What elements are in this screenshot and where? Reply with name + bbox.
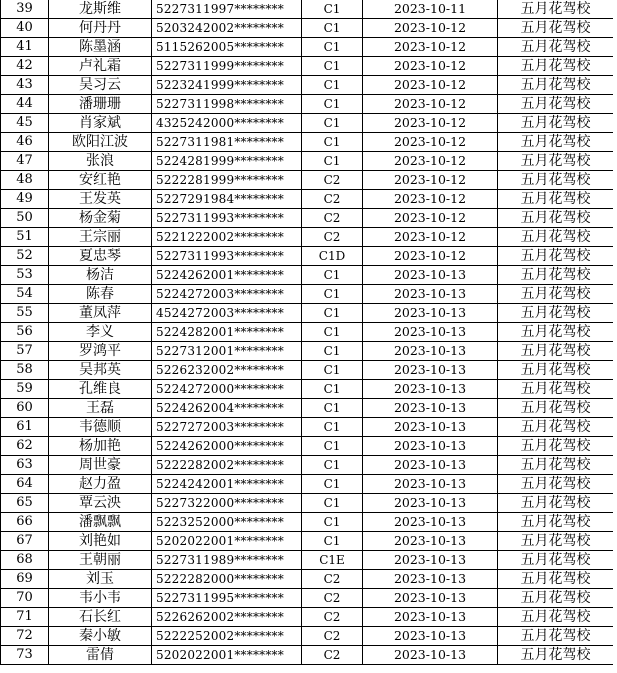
school-cell[interactable]: 五月花驾校 <box>498 627 614 646</box>
table-row <box>1 532 614 551</box>
license-type-cell[interactable]: C1 <box>302 342 363 361</box>
license-type-cell[interactable]: C1E <box>302 551 363 570</box>
school-cell[interactable]: 五月花驾校 <box>498 456 614 475</box>
school-cell[interactable]: 五月花驾校 <box>498 266 614 285</box>
date-cell[interactable]: 2023-10-13 <box>363 418 498 437</box>
school-cell[interactable]: 五月花驾校 <box>498 589 614 608</box>
table-row <box>1 209 614 228</box>
id-number-cell[interactable]: 5226232002******** <box>152 361 302 380</box>
row-number-cell[interactable]: 73 <box>1 646 49 665</box>
row-number-cell[interactable]: 63 <box>1 456 49 475</box>
row-number-cell[interactable]: 57 <box>1 342 49 361</box>
license-type-cell[interactable]: C2 <box>302 627 363 646</box>
id-number-cell[interactable]: 5227311995******** <box>152 589 302 608</box>
name-cell[interactable]: 石长红 <box>49 608 152 627</box>
license-type-cell[interactable]: C1 <box>302 399 363 418</box>
table-row <box>1 399 614 418</box>
table-row <box>1 323 614 342</box>
table-row <box>1 608 614 627</box>
date-cell[interactable]: 2023-10-13 <box>363 570 498 589</box>
school-cell[interactable]: 五月花驾校 <box>498 570 614 589</box>
table-row <box>1 551 614 570</box>
name-cell[interactable]: 王磊 <box>49 399 152 418</box>
school-cell[interactable]: 五月花驾校 <box>498 323 614 342</box>
date-cell[interactable]: 2023-10-11 <box>363 0 498 19</box>
name-cell[interactable]: 王发英 <box>49 190 152 209</box>
table-row <box>1 589 614 608</box>
license-type-cell[interactable]: C1 <box>302 19 363 38</box>
row-number-cell[interactable]: 52 <box>1 247 49 266</box>
license-type-cell[interactable]: C1 <box>302 304 363 323</box>
id-number-cell[interactable]: 5224282001******** <box>152 323 302 342</box>
school-cell[interactable]: 五月花驾校 <box>498 380 614 399</box>
license-type-cell[interactable]: C1D <box>302 247 363 266</box>
name-cell[interactable]: 周世豪 <box>49 456 152 475</box>
table-row <box>1 304 614 323</box>
id-number-cell[interactable]: 5227311993******** <box>152 209 302 228</box>
id-number-cell[interactable]: 4524272003******** <box>152 304 302 323</box>
id-number-cell[interactable]: 5203242002******** <box>152 19 302 38</box>
school-cell[interactable]: 五月花驾校 <box>498 0 614 19</box>
table-row <box>1 152 614 171</box>
license-type-cell[interactable]: C1 <box>302 418 363 437</box>
school-cell[interactable]: 五月花驾校 <box>498 361 614 380</box>
row-number-cell[interactable]: 66 <box>1 513 49 532</box>
table-row <box>1 570 614 589</box>
name-cell[interactable]: 安红艳 <box>49 171 152 190</box>
name-cell[interactable]: 欧阳江波 <box>49 133 152 152</box>
date-cell[interactable]: 2023-10-13 <box>363 532 498 551</box>
row-number-cell[interactable]: 44 <box>1 95 49 114</box>
license-type-cell[interactable]: C2 <box>302 570 363 589</box>
school-cell[interactable]: 五月花驾校 <box>498 76 614 95</box>
id-number-cell[interactable]: 5224281999******** <box>152 152 302 171</box>
table-row <box>1 19 614 38</box>
row-number-cell[interactable]: 47 <box>1 152 49 171</box>
school-cell[interactable]: 五月花驾校 <box>498 247 614 266</box>
table-row <box>1 285 614 304</box>
name-cell[interactable]: 雷倩 <box>49 646 152 665</box>
id-number-cell[interactable]: 5224272000******** <box>152 380 302 399</box>
date-cell[interactable]: 2023-10-12 <box>363 209 498 228</box>
id-number-cell[interactable]: 5223252000******** <box>152 513 302 532</box>
license-type-cell[interactable]: C1 <box>302 76 363 95</box>
date-cell[interactable]: 2023-10-13 <box>363 551 498 570</box>
date-cell[interactable]: 2023-10-13 <box>363 323 498 342</box>
school-cell[interactable]: 五月花驾校 <box>498 209 614 228</box>
name-cell[interactable]: 罗鸿平 <box>49 342 152 361</box>
license-type-cell[interactable]: C1 <box>302 285 363 304</box>
row-number-cell[interactable]: 70 <box>1 589 49 608</box>
table-row <box>1 627 614 646</box>
name-cell[interactable]: 陈春 <box>49 285 152 304</box>
id-number-cell[interactable]: 5227322000******** <box>152 494 302 513</box>
row-number-cell[interactable]: 56 <box>1 323 49 342</box>
date-cell[interactable]: 2023-10-13 <box>363 380 498 399</box>
table-row <box>1 266 614 285</box>
name-cell[interactable]: 刘玉 <box>49 570 152 589</box>
table-row <box>1 342 614 361</box>
school-cell[interactable]: 五月花驾校 <box>498 190 614 209</box>
license-type-cell[interactable]: C1 <box>302 114 363 133</box>
school-cell[interactable]: 五月花驾校 <box>498 57 614 76</box>
license-type-cell[interactable]: C1 <box>302 494 363 513</box>
date-cell[interactable]: 2023-10-12 <box>363 152 498 171</box>
name-cell[interactable]: 孔维良 <box>49 380 152 399</box>
name-cell[interactable]: 韦小韦 <box>49 589 152 608</box>
row-number-cell[interactable]: 46 <box>1 133 49 152</box>
school-cell[interactable]: 五月花驾校 <box>498 133 614 152</box>
school-cell[interactable]: 五月花驾校 <box>498 19 614 38</box>
school-cell[interactable]: 五月花驾校 <box>498 608 614 627</box>
id-number-cell[interactable]: 5227311999******** <box>152 57 302 76</box>
license-type-cell[interactable]: C2 <box>302 190 363 209</box>
id-number-cell[interactable]: 5227311981******** <box>152 133 302 152</box>
row-number-cell[interactable]: 40 <box>1 19 49 38</box>
table-row <box>1 171 614 190</box>
table-row <box>1 228 614 247</box>
table-row <box>1 380 614 399</box>
date-cell[interactable]: 2023-10-13 <box>363 437 498 456</box>
table-row <box>1 133 614 152</box>
date-cell[interactable]: 2023-10-12 <box>363 247 498 266</box>
id-number-cell[interactable]: 5202022001******** <box>152 646 302 665</box>
license-type-cell[interactable]: C1 <box>302 0 363 19</box>
row-number-cell[interactable]: 53 <box>1 266 49 285</box>
name-cell[interactable]: 董凤萍 <box>49 304 152 323</box>
name-cell[interactable]: 何丹丹 <box>49 19 152 38</box>
id-number-cell[interactable]: 5222281999******** <box>152 171 302 190</box>
table-row <box>1 513 614 532</box>
id-number-cell[interactable]: 5224262004******** <box>152 399 302 418</box>
id-number-cell[interactable]: 5222252002******** <box>152 627 302 646</box>
license-type-cell[interactable]: C1 <box>302 380 363 399</box>
table-body <box>1 0 614 665</box>
table-row <box>1 646 614 665</box>
school-cell[interactable]: 五月花驾校 <box>498 342 614 361</box>
school-cell[interactable]: 五月花驾校 <box>498 513 614 532</box>
row-number-cell[interactable]: 55 <box>1 304 49 323</box>
date-cell[interactable]: 2023-10-13 <box>363 285 498 304</box>
row-number-cell[interactable]: 48 <box>1 171 49 190</box>
license-type-cell[interactable]: C1 <box>302 361 363 380</box>
row-number-cell[interactable]: 39 <box>1 0 49 19</box>
row-number-cell[interactable]: 58 <box>1 361 49 380</box>
license-type-cell[interactable]: C2 <box>302 589 363 608</box>
id-number-cell[interactable]: 4325242000******** <box>152 114 302 133</box>
name-cell[interactable]: 李义 <box>49 323 152 342</box>
school-cell[interactable]: 五月花驾校 <box>498 418 614 437</box>
school-cell[interactable]: 五月花驾校 <box>498 551 614 570</box>
name-cell[interactable]: 肖家斌 <box>49 114 152 133</box>
window-edge <box>613 0 617 673</box>
row-number-cell[interactable]: 54 <box>1 285 49 304</box>
date-cell[interactable]: 2023-10-12 <box>363 19 498 38</box>
id-number-cell[interactable]: 5202022001******** <box>152 532 302 551</box>
school-cell[interactable]: 五月花驾校 <box>498 646 614 665</box>
school-cell[interactable]: 五月花驾校 <box>498 304 614 323</box>
name-cell[interactable]: 陈墨涵 <box>49 38 152 57</box>
name-cell[interactable]: 覃云泱 <box>49 494 152 513</box>
row-number-cell[interactable]: 60 <box>1 399 49 418</box>
school-cell[interactable]: 五月花驾校 <box>498 228 614 247</box>
row-number-cell[interactable]: 45 <box>1 114 49 133</box>
school-cell[interactable]: 五月花驾校 <box>498 38 614 57</box>
table-row <box>1 361 614 380</box>
date-cell[interactable]: 2023-10-12 <box>363 57 498 76</box>
id-number-cell[interactable]: 5221222002******** <box>152 228 302 247</box>
row-number-cell[interactable]: 49 <box>1 190 49 209</box>
row-number-cell[interactable]: 51 <box>1 228 49 247</box>
license-type-cell[interactable]: C2 <box>302 646 363 665</box>
license-type-cell[interactable]: C1 <box>302 152 363 171</box>
date-cell[interactable]: 2023-10-13 <box>363 494 498 513</box>
id-number-cell[interactable]: 5226262002******** <box>152 608 302 627</box>
school-cell[interactable]: 五月花驾校 <box>498 532 614 551</box>
id-number-cell[interactable]: 5222282002******** <box>152 456 302 475</box>
table-row <box>1 38 614 57</box>
row-number-cell[interactable]: 42 <box>1 57 49 76</box>
date-cell[interactable]: 2023-10-12 <box>363 190 498 209</box>
date-cell[interactable]: 2023-10-13 <box>363 646 498 665</box>
date-cell[interactable]: 2023-10-13 <box>363 342 498 361</box>
school-cell[interactable]: 五月花驾校 <box>498 114 614 133</box>
date-cell[interactable]: 2023-10-13 <box>363 304 498 323</box>
id-number-cell[interactable]: 5227311993******** <box>152 247 302 266</box>
school-cell[interactable]: 五月花驾校 <box>498 152 614 171</box>
school-cell[interactable]: 五月花驾校 <box>498 475 614 494</box>
table-row <box>1 437 614 456</box>
license-type-cell[interactable]: C2 <box>302 209 363 228</box>
name-cell[interactable]: 杨加艳 <box>49 437 152 456</box>
school-cell[interactable]: 五月花驾校 <box>498 437 614 456</box>
row-number-cell[interactable]: 65 <box>1 494 49 513</box>
table-row <box>1 190 614 209</box>
id-number-cell[interactable]: 5224272003******** <box>152 285 302 304</box>
name-cell[interactable]: 龙斯维 <box>49 0 152 19</box>
row-number-cell[interactable]: 72 <box>1 627 49 646</box>
date-cell[interactable]: 2023-10-12 <box>363 228 498 247</box>
school-cell[interactable]: 五月花驾校 <box>498 399 614 418</box>
school-cell[interactable]: 五月花驾校 <box>498 171 614 190</box>
table-row <box>1 418 614 437</box>
name-cell[interactable]: 夏忠琴 <box>49 247 152 266</box>
name-cell[interactable]: 杨金菊 <box>49 209 152 228</box>
id-number-cell[interactable]: 5224262000******** <box>152 437 302 456</box>
license-type-cell[interactable]: C1 <box>302 456 363 475</box>
license-type-cell[interactable]: C1 <box>302 38 363 57</box>
license-type-cell[interactable]: C1 <box>302 437 363 456</box>
date-cell[interactable]: 2023-10-13 <box>363 589 498 608</box>
date-cell[interactable]: 2023-10-12 <box>363 38 498 57</box>
name-cell[interactable]: 吴邦英 <box>49 361 152 380</box>
row-number-cell[interactable]: 68 <box>1 551 49 570</box>
name-cell[interactable]: 潘飘飘 <box>49 513 152 532</box>
name-cell[interactable]: 王宗丽 <box>49 228 152 247</box>
row-number-cell[interactable]: 69 <box>1 570 49 589</box>
id-number-cell[interactable]: 5227311989******** <box>152 551 302 570</box>
table-row <box>1 247 614 266</box>
date-cell[interactable]: 2023-10-13 <box>363 513 498 532</box>
license-type-cell[interactable]: C2 <box>302 228 363 247</box>
license-type-cell[interactable]: C1 <box>302 513 363 532</box>
id-number-cell[interactable]: 5224262001******** <box>152 266 302 285</box>
name-cell[interactable]: 秦小敏 <box>49 627 152 646</box>
date-cell[interactable]: 2023-10-13 <box>363 361 498 380</box>
license-type-cell[interactable]: C1 <box>302 323 363 342</box>
name-cell[interactable]: 刘艳如 <box>49 532 152 551</box>
date-cell[interactable]: 2023-10-12 <box>363 76 498 95</box>
table-row <box>1 114 614 133</box>
school-cell[interactable]: 五月花驾校 <box>498 494 614 513</box>
id-number-cell[interactable]: 5115262005******** <box>152 38 302 57</box>
id-number-cell[interactable]: 5227311997******** <box>152 0 302 19</box>
name-cell[interactable]: 卢礼霜 <box>49 57 152 76</box>
license-type-cell[interactable]: C2 <box>302 608 363 627</box>
id-number-cell[interactable]: 5224242001******** <box>152 475 302 494</box>
table-row <box>1 0 614 19</box>
row-number-cell[interactable]: 59 <box>1 380 49 399</box>
license-type-cell[interactable]: C1 <box>302 475 363 494</box>
table-row <box>1 76 614 95</box>
id-number-cell[interactable]: 5227291984******** <box>152 190 302 209</box>
license-type-cell[interactable]: C1 <box>302 133 363 152</box>
date-cell[interactable]: 2023-10-13 <box>363 399 498 418</box>
date-cell[interactable]: 2023-10-12 <box>363 114 498 133</box>
date-cell[interactable]: 2023-10-13 <box>363 456 498 475</box>
table-row <box>1 57 614 76</box>
date-cell[interactable]: 2023-10-13 <box>363 266 498 285</box>
name-cell[interactable]: 赵力盈 <box>49 475 152 494</box>
table-row <box>1 456 614 475</box>
name-cell[interactable]: 潘珊珊 <box>49 95 152 114</box>
row-number-cell[interactable]: 62 <box>1 437 49 456</box>
id-number-cell[interactable]: 5222282000******** <box>152 570 302 589</box>
row-number-cell[interactable]: 41 <box>1 38 49 57</box>
row-number-cell[interactable]: 61 <box>1 418 49 437</box>
row-number-cell[interactable]: 50 <box>1 209 49 228</box>
license-type-cell[interactable]: C1 <box>302 532 363 551</box>
id-number-cell[interactable]: 5223241999******** <box>152 76 302 95</box>
date-cell[interactable]: 2023-10-13 <box>363 627 498 646</box>
date-cell[interactable]: 2023-10-12 <box>363 95 498 114</box>
id-number-cell[interactable]: 5227272003******** <box>152 418 302 437</box>
license-type-cell[interactable]: C1 <box>302 95 363 114</box>
row-number-cell[interactable]: 43 <box>1 76 49 95</box>
license-type-cell[interactable]: C1 <box>302 266 363 285</box>
name-cell[interactable]: 杨洁 <box>49 266 152 285</box>
id-number-cell[interactable]: 5227311998******** <box>152 95 302 114</box>
date-cell[interactable]: 2023-10-13 <box>363 608 498 627</box>
school-cell[interactable]: 五月花驾校 <box>498 95 614 114</box>
table-row <box>1 95 614 114</box>
table-row <box>1 494 614 513</box>
row-number-cell[interactable]: 67 <box>1 532 49 551</box>
name-cell[interactable]: 王朝丽 <box>49 551 152 570</box>
name-cell[interactable]: 张浪 <box>49 152 152 171</box>
date-cell[interactable]: 2023-10-13 <box>363 475 498 494</box>
id-number-cell[interactable]: 5227312001******** <box>152 342 302 361</box>
date-cell[interactable]: 2023-10-12 <box>363 133 498 152</box>
name-cell[interactable]: 吴习云 <box>49 76 152 95</box>
license-type-cell[interactable]: C2 <box>302 171 363 190</box>
name-cell[interactable]: 韦德顺 <box>49 418 152 437</box>
license-type-cell[interactable]: C1 <box>302 57 363 76</box>
row-number-cell[interactable]: 71 <box>1 608 49 627</box>
date-cell[interactable]: 2023-10-12 <box>363 171 498 190</box>
school-cell[interactable]: 五月花驾校 <box>498 285 614 304</box>
table-row <box>1 475 614 494</box>
row-number-cell[interactable]: 64 <box>1 475 49 494</box>
